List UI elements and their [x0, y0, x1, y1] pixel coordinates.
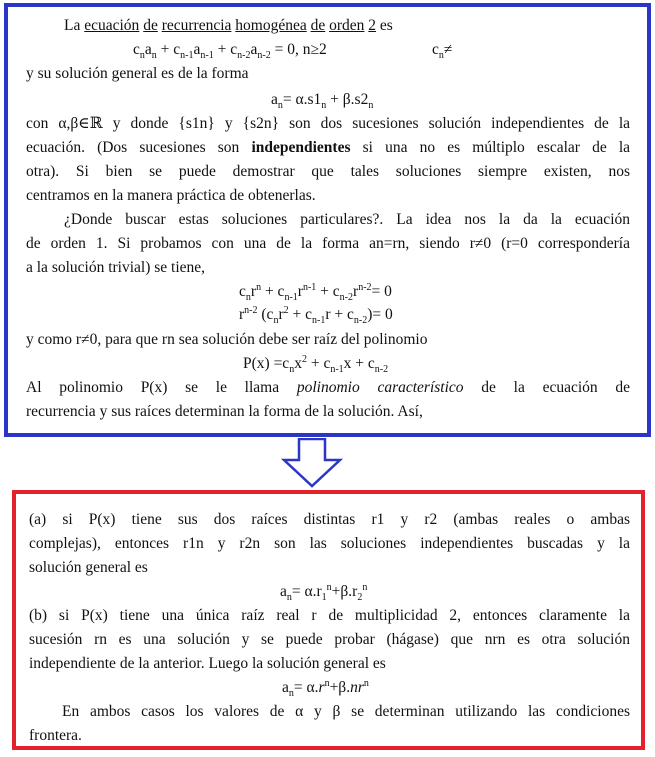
paragraph-line: ¿Donde buscar estas soluciones particulares?. La idea nos la da la ecuación — [64, 211, 630, 228]
intro-text: La — [64, 17, 81, 34]
condition-note: $c_n\ne$ — [432, 41, 453, 62]
case-b-line: independiente de la anterior. Luego la solución general es — [29, 655, 386, 672]
general-solution-equation: $a_n= \alpha.s1_n + \beta.s2_n$ — [271, 91, 374, 112]
final-line: En ambos casos los valores de α y β se determinan utilizando las condiciones — [62, 703, 630, 720]
general-solution-line: y su solución general es de la forma — [26, 65, 249, 82]
term-ecuacion: ecuación — [84, 17, 140, 34]
intro-es: es — [379, 17, 393, 34]
term-recurrencia: recurrencia — [161, 17, 232, 34]
term-de: de — [143, 17, 158, 34]
term-orden: orden — [329, 17, 365, 34]
paragraph-line: con α,β∈ℝ y donde {s1n} y {s2n} son dos sucesiones solución independientes de la — [26, 115, 630, 132]
polynomial-equation: $P(x) =c_nx^2 + c_{n-1}x + c_{n-2}$ — [243, 353, 389, 376]
paragraph-line: otra). Si bien se puede demostrar que tales soluciones siempre existen, nos — [26, 163, 630, 180]
paragraph-line: y como r≠0, para que rn sea solución debe ser raíz del polinomio — [26, 331, 428, 348]
term-2: 2 — [368, 17, 377, 34]
term-homogenea: homogénea — [235, 17, 307, 34]
characteristic-equation-a: $c_nr^n + c_{n-1}r^{n-1} + c_{n-2}r^{n-2}= 0$ — [239, 281, 392, 304]
paragraph-line: de orden 1. Si probamos con una de la forma an=rn, siendo r≠0 (r=0 correspondería — [26, 235, 630, 252]
case-a-line: complejas), entonces r1n y r2n son las soluciones independientes buscadas y la — [29, 535, 630, 552]
case-b-equation: $a_n= \alpha.r^n+\beta.nr^n$ — [282, 677, 369, 700]
term-de2: de — [310, 17, 326, 34]
down-arrow-icon — [281, 438, 343, 488]
final-line: frontera. — [29, 727, 82, 744]
recurrence-equation: $c_na_n + c_{n-1}a_{n-1} + c_{n-2}a_{n-2} = 0$, n≥2 — [133, 41, 327, 62]
case-b-line: sucesión rn es una solución y se puede probar (hágase) que nrn es otra solución — [29, 631, 630, 648]
characteristic-equation-b: $r^{n-2}$ $(c_nr^2 + c_{n-1}r + c_{n-2})= 0$ — [239, 304, 393, 327]
case-b-line: (b) si P(x) tiene una única raíz real r de multiplicidad 2, entonces claramente la — [29, 607, 630, 624]
paragraph-line: Al polinomio P(x) se le llama polinomio característico de la ecuación de — [26, 379, 631, 396]
case-a-equation: $a_n= \alpha.r_1^n+\beta.r_2^n$ — [280, 581, 368, 604]
paragraph-line: recurrencia y sus raíces determinan la forma de la solución. Así, — [26, 403, 423, 420]
case-a-line: solución general es — [29, 559, 148, 576]
paragraph-line: centramos en la manera práctica de obtenerlas. — [26, 187, 316, 204]
italic-term-polinomio-caracteristico: polinomio característico — [296, 379, 464, 396]
paragraph-line: ecuación. (Dos sucesiones son independientes si una no es múltiplo escalar de la — [26, 139, 631, 156]
case-a-line: (a) si P(x) tiene sus dos raíces distintas r1 y r2 (ambas reales o ambas — [29, 511, 630, 528]
bold-term-independientes: independientes — [251, 139, 351, 156]
paragraph-line: a la solución trivial) se tiene, — [26, 259, 206, 276]
intro-line — [64, 16, 393, 36]
